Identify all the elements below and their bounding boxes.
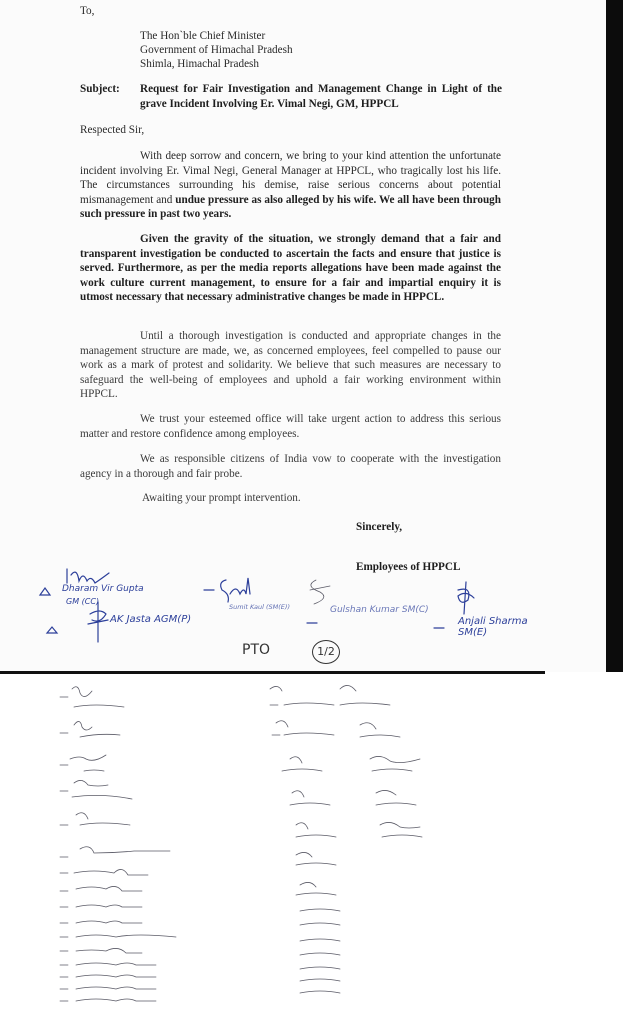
bullet-mark xyxy=(45,625,59,635)
subject-text: Request for Fair Investigation and Management Change in Light of the grave Incident Involving Er. Vimal Negi, GM, HPPCL xyxy=(140,83,502,110)
paragraph-4: We trust your esteemed office will take urgent action to address this serious matter and restore confidence among employees. xyxy=(80,413,501,440)
paragraph-2: Given the gravity of the situation, we strongly demand that a fair and transparent investigation be conducted to ascertain the facts and ensure that justice is served. Furthermore, as per the media reports allegations have been made against the work culture current management, to ensure for a fair and impartial enquiry it is utmost necessary that necessary administrative changes be made in HPPCL. xyxy=(80,233,501,304)
signatory: Employees of HPPCL xyxy=(356,561,461,573)
pto-note: PTO xyxy=(242,642,271,658)
signature-name-4: Gulshan Kumar SM(C) xyxy=(330,605,429,615)
page-number: 1/2 xyxy=(312,640,340,664)
signature-name-2: AK Jasta AGM(P) xyxy=(110,614,192,625)
signature-list-scribbles xyxy=(0,675,623,1024)
recipient-line-1: The Hon`ble Chief Minister xyxy=(140,30,266,42)
signature-scribble-4 xyxy=(300,578,340,606)
signature-name-1: Dharam Vir Gupta xyxy=(62,584,144,594)
closing: Sincerely, xyxy=(356,521,403,533)
left-signature-column xyxy=(60,687,176,1001)
recipient-line-3: Shimla, Himachal Pradesh xyxy=(140,58,259,70)
paragraph-3: Until a thorough investigation is conducted and appropriate changes in the management structure are made, we, as concerned employees, feel compelled to pause our work as a mark of protest and solidarity. We believe that such measures are necessary to safeguard the well-being of employees and uphold a fair working environment within HPPCL. xyxy=(80,330,501,401)
signature-scribble-3 xyxy=(200,574,270,604)
right-signature-column xyxy=(270,685,422,993)
letter-page-2-signatures xyxy=(0,675,623,1024)
to-line: To, xyxy=(80,5,95,17)
signature-title-1: GM (CC) xyxy=(66,597,100,606)
page-divider xyxy=(0,671,545,674)
paragraph-1 xyxy=(80,149,501,222)
paragraph-1-regular: With deep sorrow and concern, we bring to your kind attention the unfortunate incident involving Er. Vimal Negi, General Manager at HPPCL, who tragically lost his life. The circumstances surrounding his demise, raise serious concerns about potential mismanagement and xyxy=(80,150,501,206)
signature-name-5: Anjali Sharma SM(E) xyxy=(458,616,528,638)
dash-mark xyxy=(432,625,446,631)
signature-name-3: Sumit Kaul (SM(E)) xyxy=(229,603,290,611)
paragraph-6: Awaiting your prompt intervention. xyxy=(142,492,301,504)
signature-scribble-5 xyxy=(452,580,482,616)
recipient-line-2: Government of Himachal Pradesh xyxy=(140,44,293,56)
greeting: Respected Sir, xyxy=(80,124,145,136)
paragraph-1-bold: undue pressure as also alleged by his wife. We all have been through such pressure in past two years. xyxy=(80,193,501,221)
paragraph-5: We as responsible citizens of India vow to cooperate with the investigation agency in a thorough and fair probe. xyxy=(80,453,501,480)
scan-edge xyxy=(606,0,623,672)
dash-mark xyxy=(305,620,319,626)
bullet-mark xyxy=(38,585,52,597)
subject-label: Subject: xyxy=(80,83,120,95)
